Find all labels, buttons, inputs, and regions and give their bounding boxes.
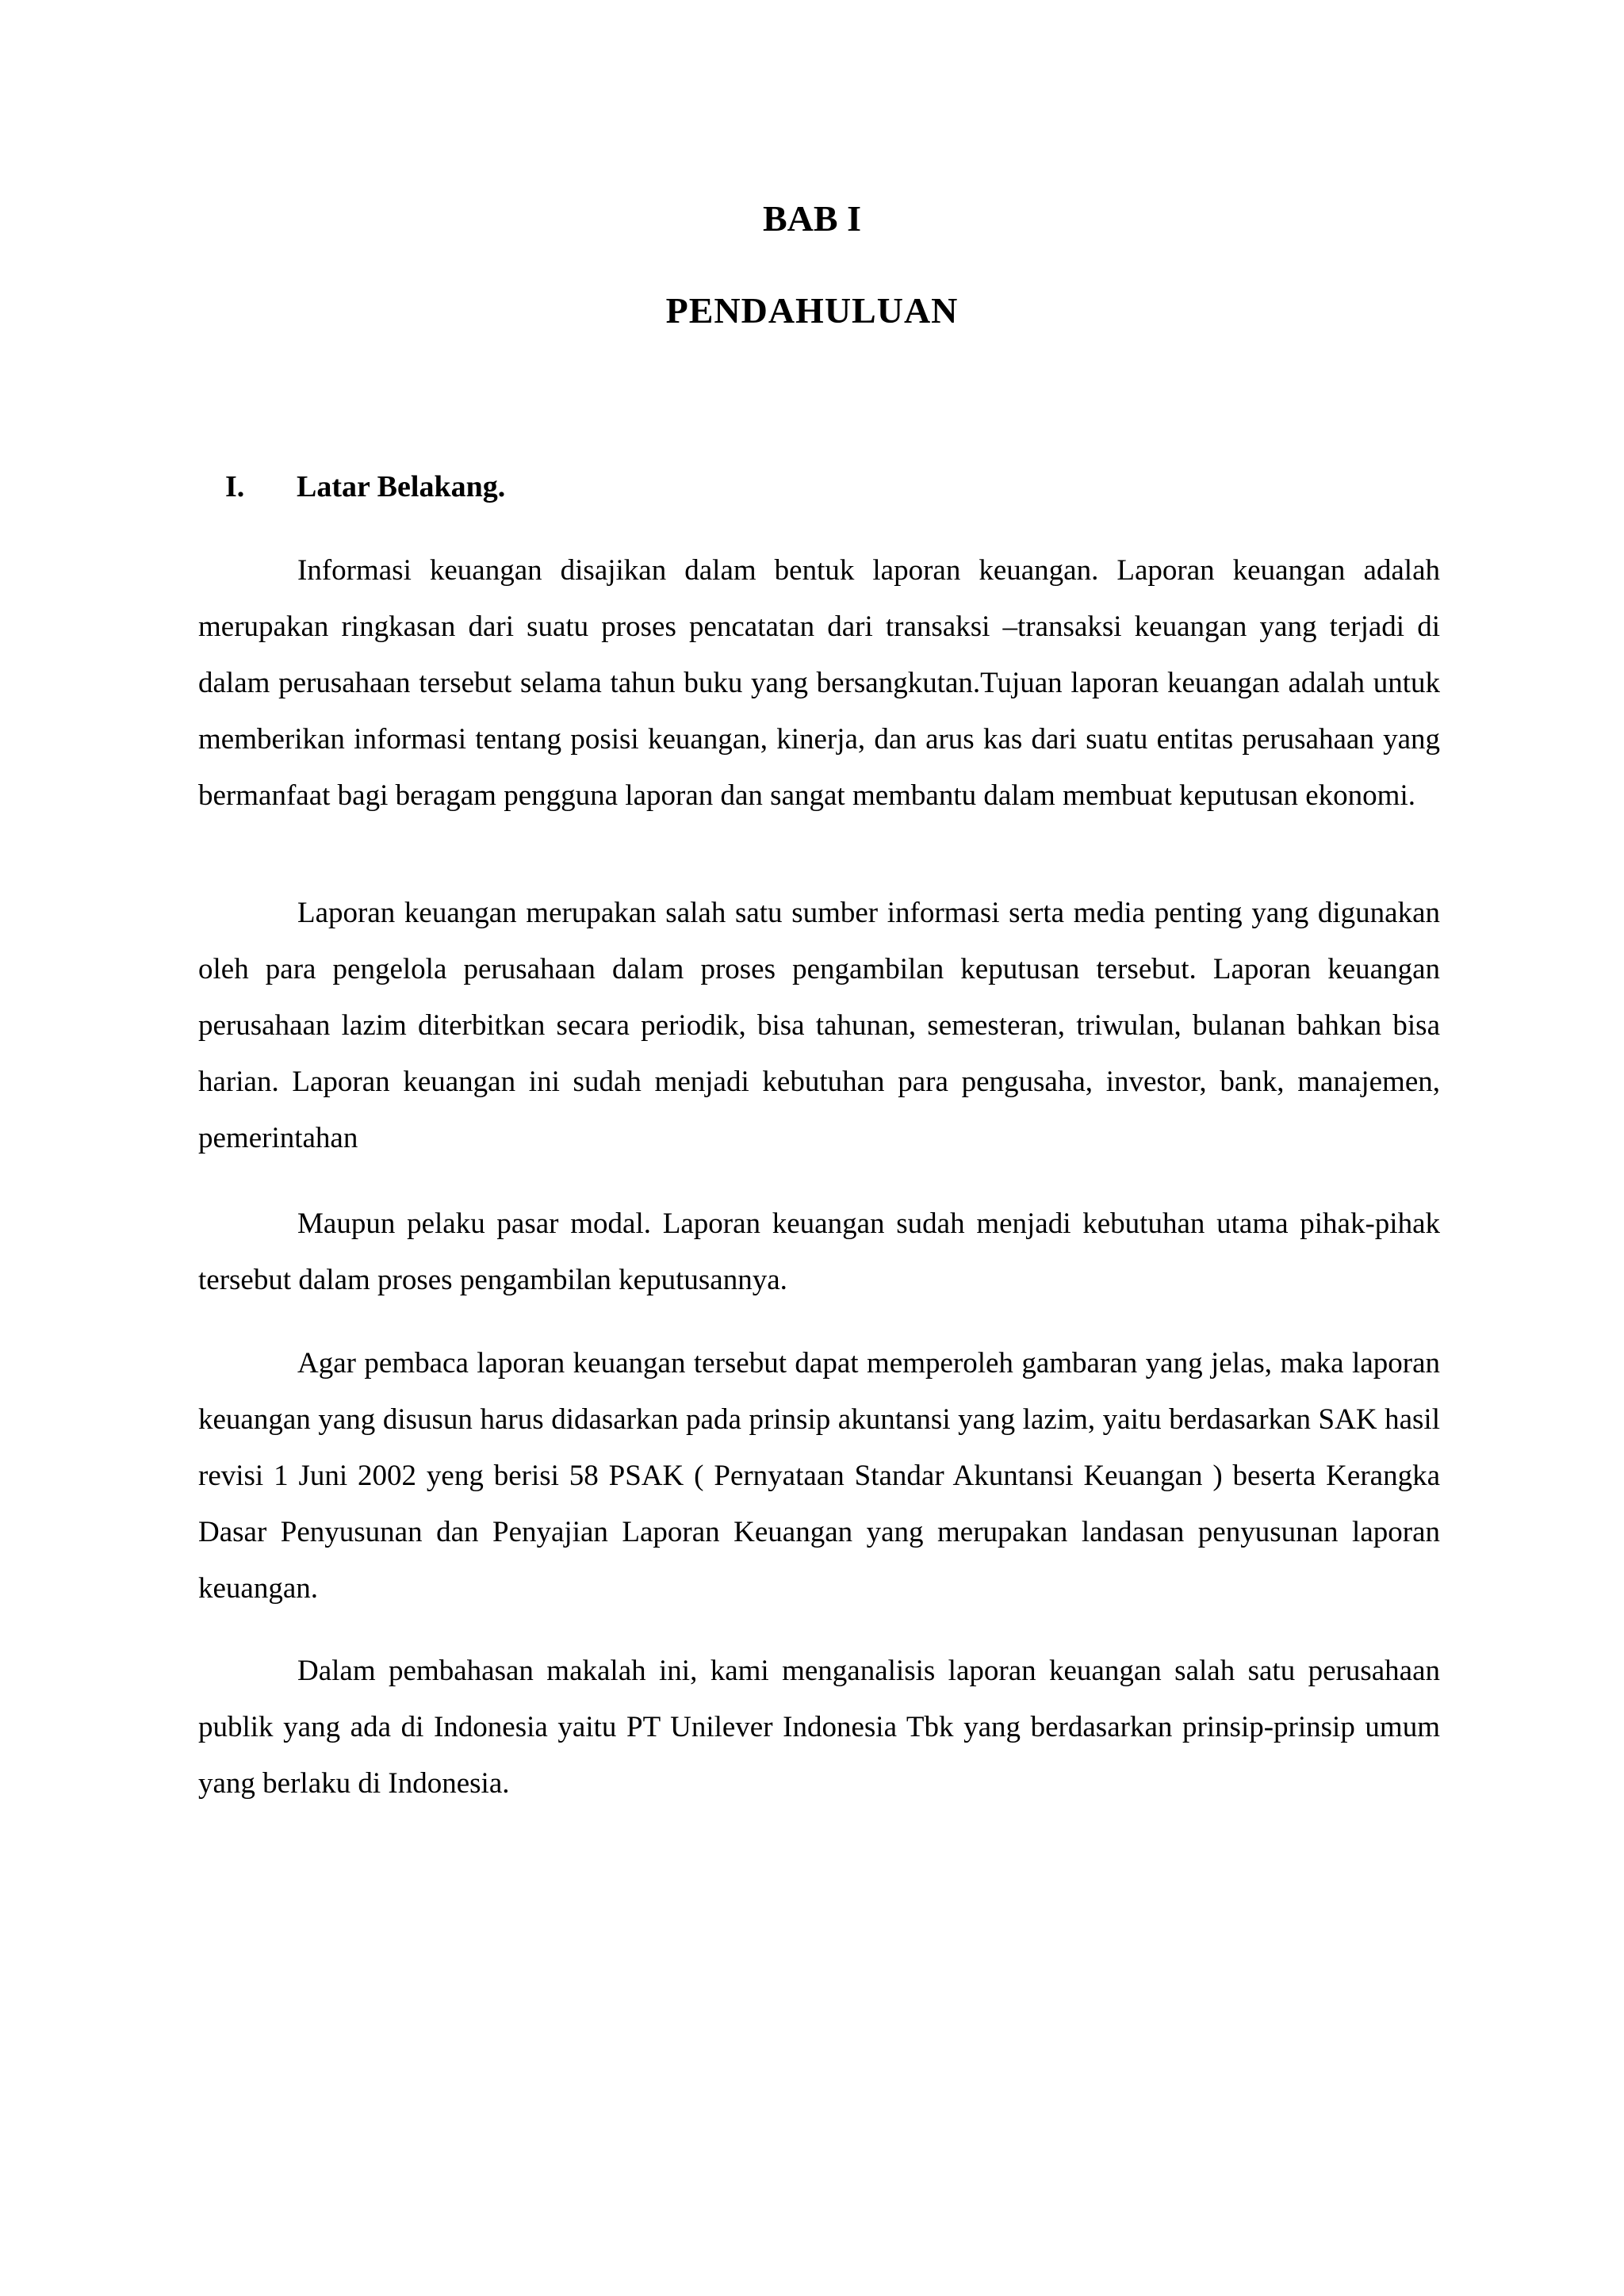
paragraph-accounting-principles: Agar pembaca laporan keuangan tersebut dapat memperoleh gambaran yang jelas, maka laporan keuangan yang disusun harus didasarkan pada prinsip akuntansi yang lazim, yaitu berdasarkan SAK hasil revisi 1 Juni 2002 yeng berisi 58 PSAK ( Pernyataan Standar Akuntansi Keuangan ) beserta Kerangka Dasar Penyusunan dan Penyajian Laporan Keuangan yang merupakan landasan penyusunan laporan keuangan. — [198, 1347, 1440, 1605]
chapter-title: PENDAHULUAN — [665, 290, 959, 331]
paragraph-financial-information: Informasi keuangan disajikan dalam bentuk laporan keuangan. Laporan keuangan adalah merupakan ringkasan dari suatu proses pencatatan dari transaksi –transaksi keuangan yang terjadi di dalam perusahaan tersebut selama tahun buku yang bersangkutan.Tujuan laporan keuangan adalah untuk memberikan informasi tentang posisi keuangan, kinerja, dan arus kas dari suatu entitas perusahaan yang bermanfaat bagi beragam pengguna laporan dan sangat membantu dalam membuat keputusan ekonomi. — [198, 554, 1440, 812]
chapter-number: BAB I — [763, 198, 861, 239]
paragraph-financial-report-source: Laporan keuangan merupakan salah satu sumber informasi serta media penting yang digunakan oleh para pengelola perusahaan dalam proses pengambilan keputusan tersebut. Laporan keuangan perusahaan lazim diterbitkan secara periodik, bisa tahunan, semesteran, triwulan, bulanan bahkan bisa harian. Laporan keuangan ini sudah menjadi kebutuhan para pengusaha, investor, bank, manajemen, pemerintahan — [198, 897, 1440, 1154]
section-title: Latar Belakang. — [297, 470, 506, 503]
paragraph-capital-market: Maupun pelaku pasar modal. Laporan keuangan sudah menjadi kebutuhan utama pihak-pihak tersebut dalam proses pengambilan keputusannya. — [198, 1207, 1440, 1296]
section-number: I. — [225, 470, 245, 503]
paragraph-unilever-analysis: Dalam pembahasan makalah ini, kami menganalisis laporan keuangan salah satu perusahaan publik yang ada di Indonesia yaitu PT Unilever Indonesia Tbk yang berdasarkan prinsip-prinsip umum yang berlaku di Indonesia. — [198, 1655, 1440, 1800]
